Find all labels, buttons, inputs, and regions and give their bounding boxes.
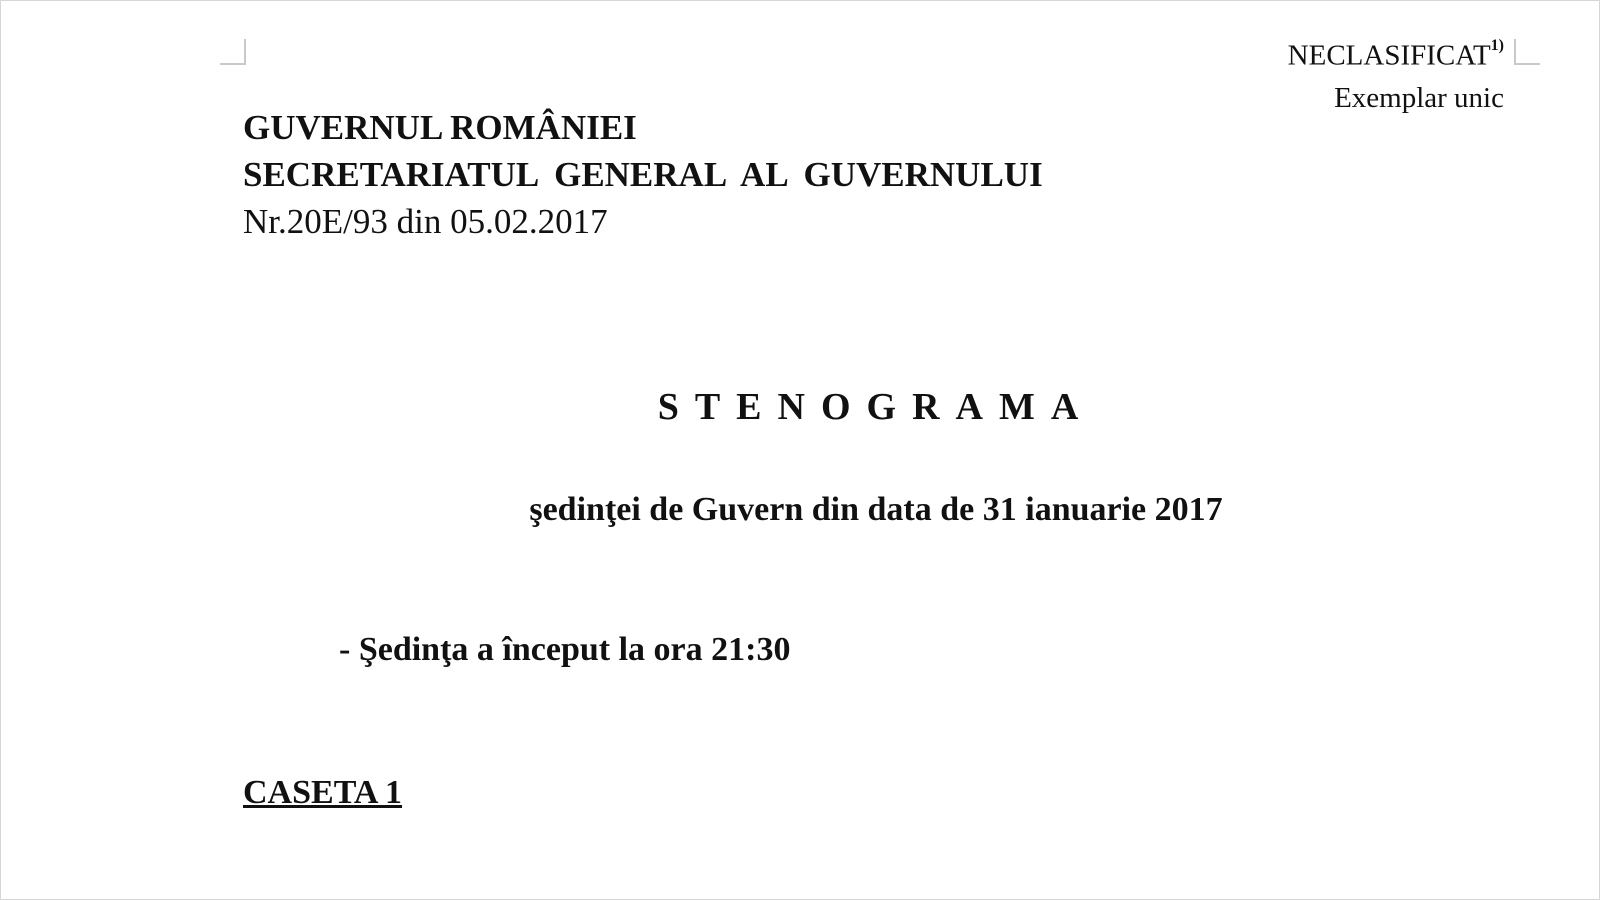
- section-heading: CASETA 1: [243, 774, 403, 811]
- page-corner-mark-left: [220, 39, 246, 65]
- secretariat-name: SECRETARIATUL GENERAL AL GUVERNULUI: [243, 155, 1043, 194]
- government-name: GUVERNUL ROMÂNIEI: [243, 108, 637, 147]
- meeting-start-note: - Şedinţa a început la ora 21:30: [339, 631, 791, 668]
- classification-block: [1288, 29, 1504, 119]
- classification-label: NECLASIFICAT: [1287, 39, 1491, 72]
- registration-number: Nr.20E/93 din 05.02.2017: [243, 202, 608, 241]
- classification-line: [1288, 29, 1504, 77]
- copy-designation: Exemplar unic: [1334, 81, 1504, 114]
- document-title: STENOGRAMA: [657, 386, 1095, 428]
- document-subtitle: şedinţei de Guvern din data de 31 ianuarie 2017: [529, 491, 1223, 528]
- classification-footnote: 1): [1490, 37, 1504, 54]
- page-corner-mark-right: [1514, 39, 1540, 65]
- document-header: [243, 104, 1043, 245]
